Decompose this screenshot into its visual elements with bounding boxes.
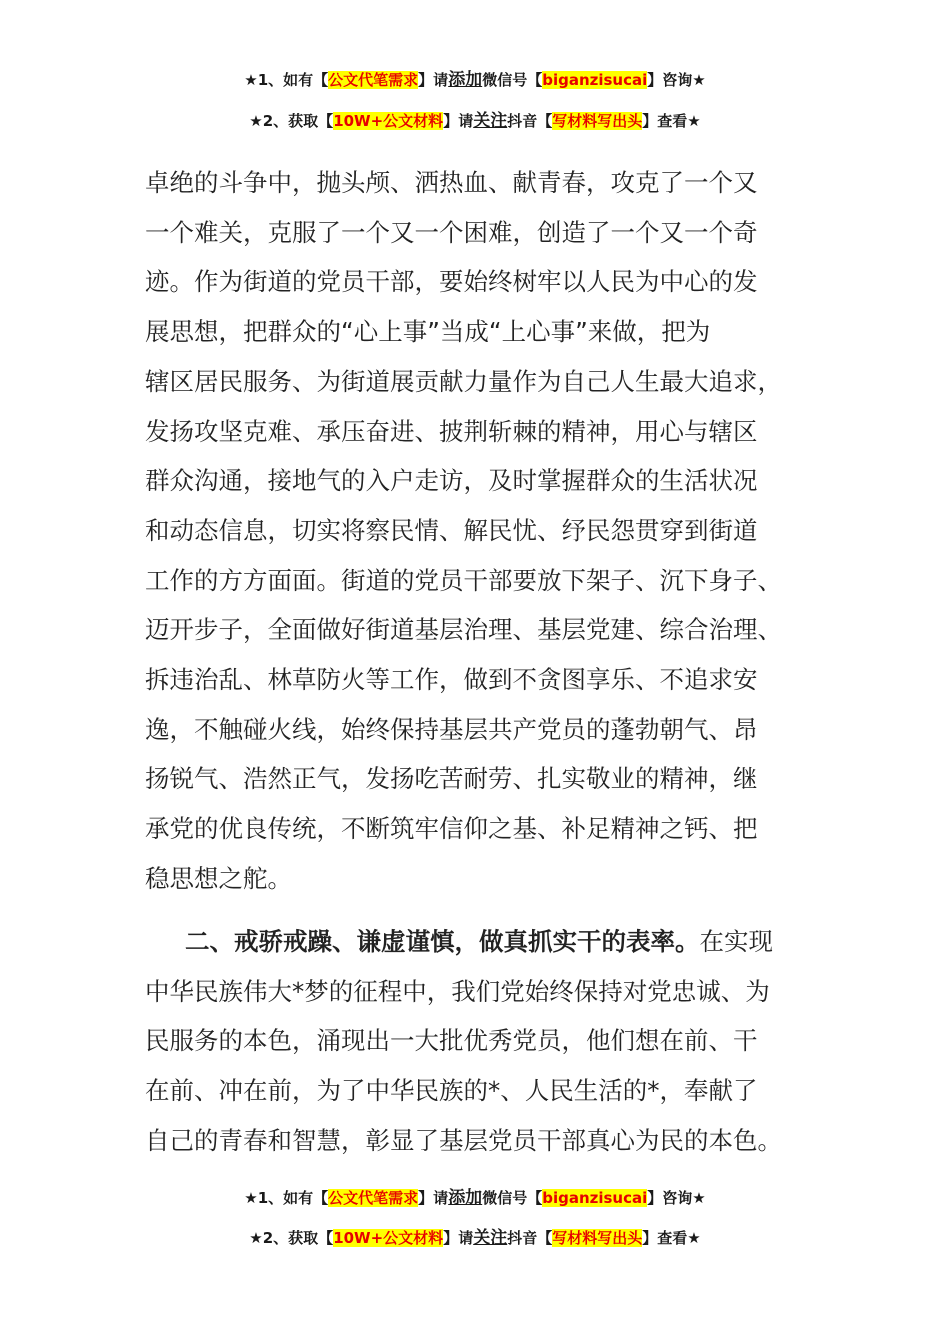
- douyin-id-highlight: 写材料写出头: [552, 1229, 643, 1247]
- text-line: 迈开步子，全面做好街道基层治理、基层党建、综合治理、: [145, 615, 782, 645]
- promo-text: 】请: [443, 1229, 474, 1247]
- text-line: 一个难关，克服了一个又一个困难，创造了一个又一个奇: [145, 217, 758, 247]
- promo-text: 抖音【: [507, 1229, 553, 1247]
- promo-text: 】查看★: [642, 1229, 701, 1247]
- footer-promo-line-1: [0, 1187, 950, 1209]
- header-promo-line-1: [0, 69, 950, 91]
- text-line: 展思想，把群众的“心上事”当成“上心事”来做，把为: [145, 317, 711, 347]
- text-line: 迹。作为街道的党员干部，要始终树牢以人民为中心的发: [145, 267, 758, 297]
- wechat-id-highlight: biganzisucai: [542, 71, 648, 89]
- body-paragraph-2: [145, 917, 805, 1166]
- underlined-text: 添加: [448, 1188, 483, 1208]
- body-paragraph-1: [145, 158, 805, 904]
- highlight-text: 公文代笔需求: [328, 71, 419, 89]
- promo-text: 】请: [418, 71, 449, 89]
- text-line: [145, 917, 805, 967]
- footer-promo-line-2: [0, 1227, 950, 1249]
- text-line: 在前、冲在前，为了中华民族的*、人民生活的*，奉献了: [145, 1076, 758, 1106]
- text-line: 民服务的本色，涌现出一大批优秀党员，他们想在前、干: [145, 1026, 758, 1056]
- promo-text: 】请: [418, 1189, 449, 1207]
- promo-text: 】咨询★: [647, 71, 706, 89]
- text-line: 发扬攻坚克难、承压奋进、披荆斩棘的精神，用心与辖区: [145, 416, 758, 446]
- promo-text: 】请: [443, 112, 474, 130]
- promo-text: 抖音【: [507, 112, 553, 130]
- text-line: 和动态信息，切实将察民情、解民忧、纾民怨贯穿到街道: [145, 515, 758, 545]
- text-line: 中华民族伟大*梦的征程中，我们党始终保持对党忠诚、为: [145, 976, 770, 1006]
- highlight-text: 10W+公文材料: [333, 1229, 444, 1247]
- underlined-text: 关注: [473, 1228, 508, 1248]
- text-line: 群众沟通，接地气的入户走访，及时掌握群众的生活状况: [145, 466, 758, 496]
- text-line: 扬锐气、浩然正气，发扬吃苦耐劳、扎实敬业的精神，继: [145, 764, 758, 794]
- promo-text: ★2、获取【: [249, 112, 334, 130]
- section-heading: 二、戒骄戒躁、谦虚谨慎，做真抓实干的表率。: [185, 927, 700, 956]
- promo-text: ★1、如有【: [244, 71, 329, 89]
- text-line: 卓绝的斗争中，抛头颅、洒热血、献青春，攻克了一个又: [145, 168, 758, 197]
- text-line: 逸，不触碰火线，始终保持基层共产党员的蓬勃朝气、昂: [145, 714, 758, 744]
- header-promo-line-2: [0, 110, 950, 132]
- promo-text: ★2、获取【: [249, 1229, 334, 1247]
- promo-text: 微信号【: [482, 1189, 543, 1207]
- promo-text: 微信号【: [482, 71, 543, 89]
- text-line: 稳思想之舵。: [145, 863, 292, 893]
- wechat-id-highlight: biganzisucai: [542, 1189, 648, 1207]
- promo-text: 】查看★: [642, 112, 701, 130]
- highlight-text: 公文代笔需求: [328, 1189, 419, 1207]
- highlight-text: 10W+公文材料: [333, 112, 444, 130]
- promo-text: 】咨询★: [647, 1189, 706, 1207]
- promo-text: ★1、如有【: [244, 1189, 329, 1207]
- douyin-id-highlight: 写材料写出头: [552, 112, 643, 130]
- text-line: 承党的优良传统，不断筑牢信仰之基、补足精神之钙、把: [145, 814, 758, 844]
- text-line: 自己的青春和智慧，彰显了基层党员干部真心为民的本色。: [145, 1125, 782, 1155]
- text-line: 辖区居民服务、为街道展贡献力量作为自己人生最大追求，: [145, 366, 782, 396]
- underlined-text: 关注: [473, 111, 508, 131]
- underlined-text: 添加: [448, 70, 483, 90]
- text-line: 拆违治乱、林草防火等工作，做到不贪图享乐、不追求安: [145, 665, 758, 695]
- text-line: 工作的方方面面。街道的党员干部要放下架子、沉下身子、: [145, 565, 782, 595]
- text-span: 在实现: [699, 927, 773, 956]
